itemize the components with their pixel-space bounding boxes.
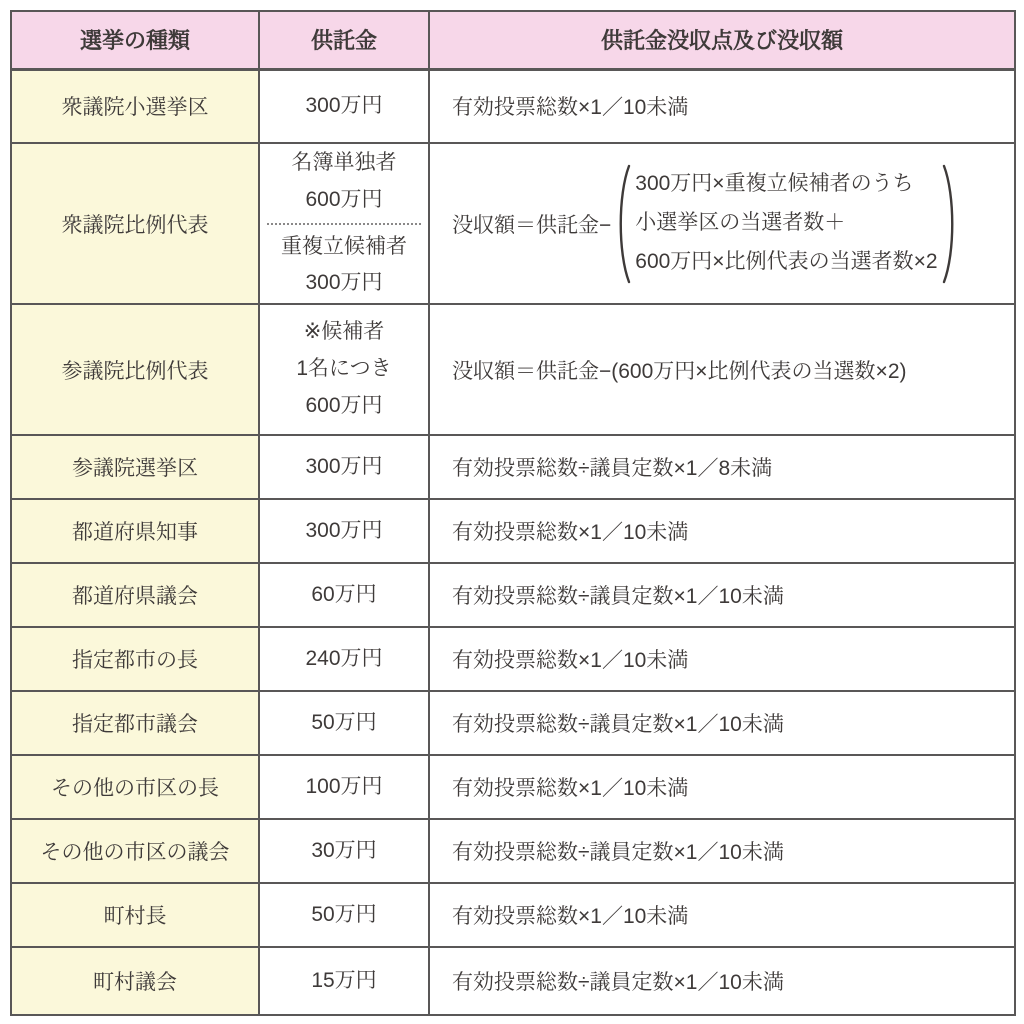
deposit-line: 600万円 [305, 393, 383, 417]
formula-prefix: 没収額＝供託金− [452, 213, 612, 237]
election-type-cell: 町村長 [11, 883, 259, 947]
election-type-cell: 町村議会 [11, 947, 259, 1015]
deposit-line: 名簿単独者 [291, 151, 397, 174]
deposit-line: 300万円 [305, 271, 383, 295]
deposit-cell: 100万円 [259, 755, 429, 819]
table-row [11, 69, 1015, 143]
deposit-cell: 300万円 [259, 69, 429, 143]
header-election-type: 選挙の種類 [11, 11, 259, 69]
deposit-cell [259, 143, 429, 304]
deposit-cell: 60万円 [259, 563, 429, 627]
forfeiture-cell: 有効投票総数×1／10未満 [429, 69, 1015, 143]
deposit-line: ※候補者 [303, 320, 385, 344]
big-paren-right-icon [942, 163, 958, 285]
election-type-cell: 都道府県議会 [11, 563, 259, 627]
forfeiture-cell: 有効投票総数×1／10未満 [429, 755, 1015, 819]
election-type-cell: 参議院選挙区 [11, 435, 259, 499]
election-deposit-table [10, 10, 1016, 1016]
table-row [11, 883, 1015, 947]
election-type-cell: 衆議院小選挙区 [11, 69, 259, 143]
forfeiture-cell [429, 143, 1015, 304]
formula-line: 小選挙区の当選者数＋ [635, 211, 846, 235]
forfeiture-formula [452, 163, 1006, 285]
table-row [11, 563, 1015, 627]
forfeiture-cell: 有効投票総数÷議員定数×1／10未満 [429, 563, 1015, 627]
table-row [11, 304, 1015, 435]
forfeiture-cell: 有効投票総数×1／10未満 [429, 499, 1015, 563]
election-type-cell: 衆議院比例代表 [11, 143, 259, 304]
forfeiture-cell: 有効投票総数÷議員定数×1／8未満 [429, 435, 1015, 499]
table-row [11, 435, 1015, 499]
deposit-cell: 50万円 [259, 691, 429, 755]
formula-line: 600万円×比例代表の当選者数×2 [635, 249, 938, 273]
deposit-line: 600万円 [305, 187, 383, 211]
deposit-cell: 15万円 [259, 947, 429, 1015]
deposit-cell: 240万円 [259, 627, 429, 691]
forfeiture-cell: 有効投票総数÷議員定数×1／10未満 [429, 947, 1015, 1015]
election-type-cell: その他の市区の議会 [11, 819, 259, 883]
election-type-cell: 指定都市議会 [11, 691, 259, 755]
table-row [11, 819, 1015, 883]
forfeiture-cell: 有効投票総数÷議員定数×1／10未満 [429, 691, 1015, 755]
header-deposit: 供託金 [259, 11, 429, 69]
deposit-line: 重複立候補者 [281, 234, 407, 258]
table-row [11, 143, 1015, 304]
deposit-cell: 50万円 [259, 883, 429, 947]
election-type-cell: 指定都市の長 [11, 627, 259, 691]
dotted-divider [267, 223, 421, 225]
election-type-cell: 参議院比例代表 [11, 304, 259, 435]
deposit-cell: 300万円 [259, 499, 429, 563]
formula-line: 300万円×重複立候補者のうち [635, 172, 914, 196]
table-row [11, 691, 1015, 755]
forfeiture-cell: 有効投票総数×1／10未満 [429, 627, 1015, 691]
deposit-line: 1名につき [296, 357, 392, 381]
deposit-cell: 300万円 [259, 435, 429, 499]
forfeiture-cell: 有効投票総数×1／10未満 [429, 883, 1015, 947]
table-row [11, 947, 1015, 1015]
forfeiture-cell: 没収額＝供託金−(600万円×比例代表の当選数×2) [429, 304, 1015, 435]
table-row [11, 755, 1015, 819]
deposit-cell [259, 304, 429, 435]
forfeiture-cell: 有効投票総数÷議員定数×1／10未満 [429, 819, 1015, 883]
big-paren-left-icon [615, 163, 631, 285]
table-row [11, 499, 1015, 563]
election-type-cell: その他の市区の長 [11, 755, 259, 819]
table-row [11, 627, 1015, 691]
election-type-cell: 都道府県知事 [11, 499, 259, 563]
header-forfeiture: 供託金没収点及び没収額 [429, 11, 1015, 69]
header-row [11, 11, 1015, 69]
formula-lines [635, 165, 937, 282]
deposit-cell: 30万円 [259, 819, 429, 883]
